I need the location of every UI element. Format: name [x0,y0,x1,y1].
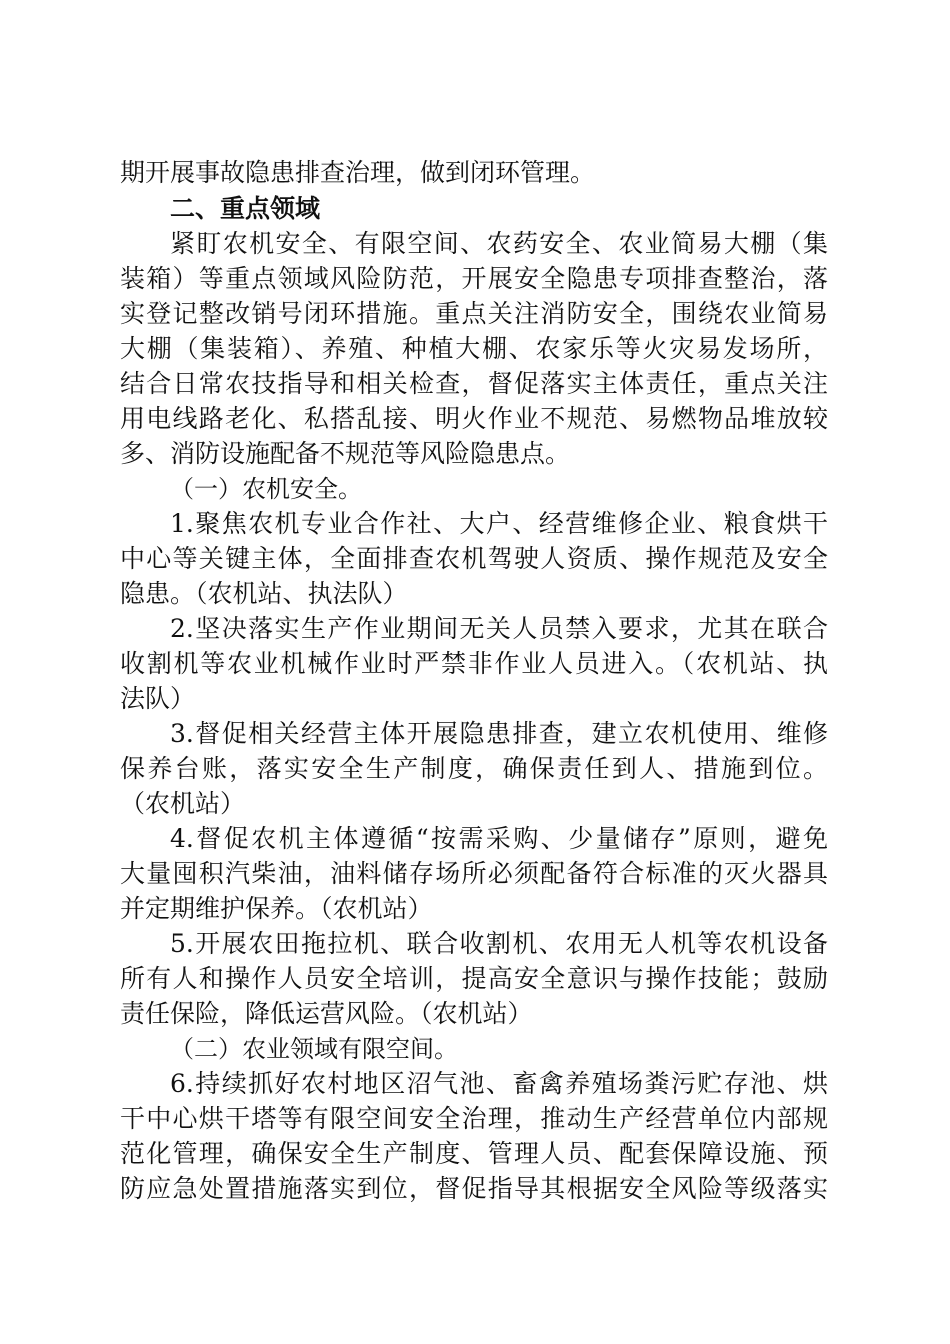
section-heading: 二、重点领域 [170,194,321,223]
list-item-line: 6.持续抓好农村地区沼气池、畜禽养殖场粪污贮存池、烘 [170,1069,828,1098]
list-item-line: 并定期维护保养。（农机站） [120,894,433,923]
list-item-line: 中心等关键主体，全面排查农机驾驶人资质、操作规范及安全 [120,544,828,573]
list-item-line: 防应急处置措施落实到位，督促指导其根据安全风险等级落实 [120,1174,828,1203]
paragraph-line: 多、消防设施配备不规范等风险隐患点。 [120,439,571,468]
list-item-line: 收割机等农业机械作业时严禁非作业人员进入。（农机站、执 [120,649,828,678]
paragraph-line: 结合日常农技指导和相关检查，督促落实主体责任，重点关注 [120,369,828,398]
list-item-line: 5.开展农田拖拉机、联合收割机、农用无人机等农机设备 [170,929,828,958]
list-item-line: 4.督促农机主体遵循“按需采购、少量储存”原则，避免 [170,824,828,853]
paragraph-line: 紧盯农机安全、有限空间、农药安全、农业简易大棚（集 [170,229,828,258]
list-item-line: 法队） [120,684,196,713]
list-item-line: 责任保险，降低运营风险。（农机站） [120,999,533,1028]
paragraph-line: 实登记整改销号闭环措施。重点关注消防安全，围绕农业简易 [120,299,828,328]
list-item-line: 2.坚决落实生产作业期间无关人员禁入要求，尤其在联合 [170,614,828,643]
list-item-line: 3.督促相关经营主体开展隐患排查，建立农机使用、维修 [170,719,828,748]
list-item-line: （农机站） [120,789,246,818]
paragraph-line: 大棚（集装箱）、养殖、种植大棚、农家乐等火灾易发场所， [120,334,828,363]
subsection-heading: （二）农业领域有限空间。 [170,1035,458,1063]
subsection-heading: （一）农机安全。 [170,475,362,503]
list-item-line: 保养台账，落实安全生产制度，确保责任到人、措施到位。 [120,754,828,783]
paragraph-line: 期开展事故隐患排查治理，做到闭环管理。 [120,158,596,187]
list-item-line: 大量囤积汽柴油，油料储存场所必须配备符合标准的灭火器具 [120,859,828,888]
paragraph-line: 用电线路老化、私搭乱接、明火作业不规范、易燃物品堆放较 [120,404,828,433]
list-item-line: 所有人和操作人员安全培训，提高安全意识与操作技能；鼓励 [120,964,828,993]
list-item-line: 隐患。（农机站、执法队） [120,579,408,608]
paragraph-line: 装箱）等重点领域风险防范，开展安全隐患专项排查整治，落 [120,264,828,293]
list-item-line: 范化管理，确保安全生产制度、管理人员、配套保障设施、预 [120,1139,828,1168]
list-item-line: 干中心烘干塔等有限空间安全治理，推动生产经营单位内部规 [120,1104,828,1133]
list-item-line: 1.聚焦农机专业合作社、大户、经营维修企业、粮食烘干 [170,509,828,538]
